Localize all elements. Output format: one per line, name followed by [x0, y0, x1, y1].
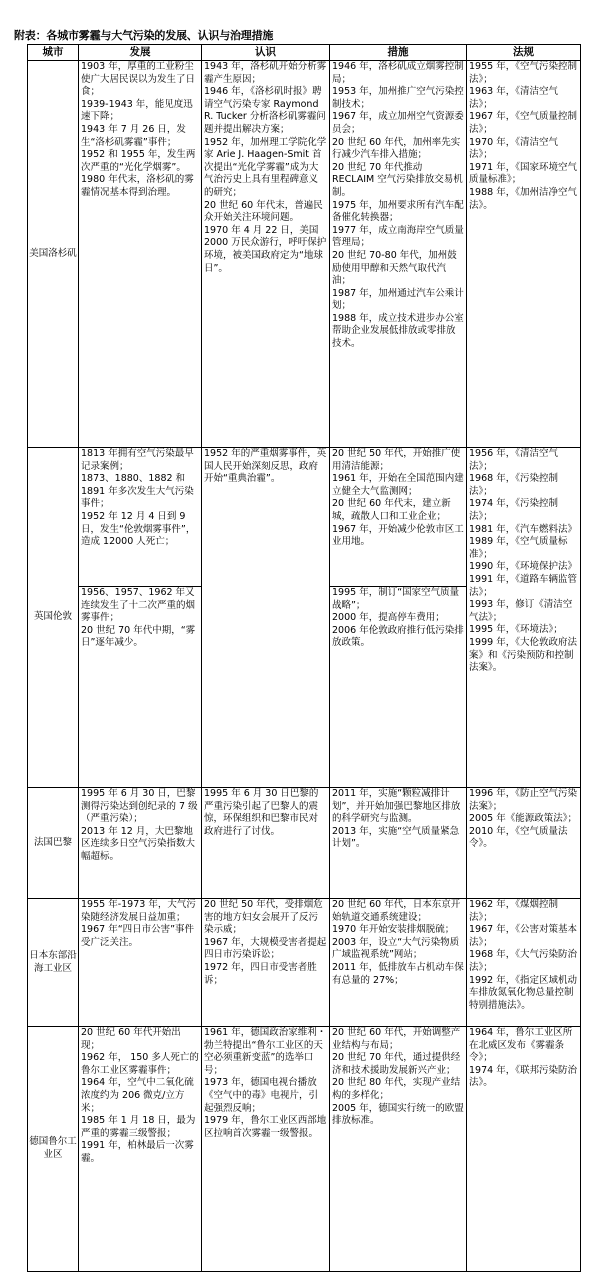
list-item: 1972 年，四日市受害者胜诉； [204, 961, 317, 986]
list-item: 1967 年，开始减少伦敦市区工业用地。 [332, 523, 464, 548]
list-item: 1903 年，厚重的工业粉尘使广大居民误以为发生了日食； [81, 61, 196, 98]
list-item: 1943 年 7 月 26 日，发生“洛杉矶雾霾”事件； [81, 123, 186, 148]
list-item: 1973 年，德国电视台播放《空气中的毒》电视片，引起强烈反响； [204, 1077, 319, 1114]
list-item: 2006 年伦敦政府推行低污染排放政策。 [332, 624, 464, 649]
list-item: 1968 年，《大气污染防治法》； [469, 949, 577, 973]
measures-cell [330, 899, 467, 1027]
list-item: 1992 年，《指定区域机动车排放氮氧化物总量控制特别措施法》。 [469, 974, 577, 1011]
list-item: 20 世纪 70-80 年代，加州鼓励使用甲醇和天然气取代汽油； [332, 249, 457, 287]
list-item: 1967 年，成立加州空气资源委员会； [332, 111, 464, 135]
list-item: 2011 年，低排放车占机动车保有总量的 27%； [332, 961, 464, 986]
city-name: 法国巴黎 [33, 836, 72, 848]
list-item: 1952 和 1955 年，发生两次严重的“光化学烟雾”。 [81, 149, 196, 173]
development-cell [79, 61, 202, 448]
city-name: 德国鲁尔工业区 [29, 1136, 77, 1160]
city-cell [28, 448, 79, 788]
list-item: 1995 年 6 月 30 日巴黎的严重污染引起了巴黎人的震惊，环保组织和巴黎市民对政府进行了讨伐。 [204, 788, 319, 837]
list-item: 1979 年，鲁尔工业区西部地区拉响首次雾霾一级警报。 [204, 1115, 327, 1139]
list-item: 20 世纪 80 年代，实现产业结构的多样化； [332, 1077, 461, 1101]
list-item: 20 世纪 60 年代开始出现； [81, 1027, 181, 1051]
list-item: 1975 年，加州要求所有汽车配备催化转换器； [332, 199, 464, 224]
city-cell [28, 899, 79, 1027]
city-name: 美国洛杉矶 [29, 247, 77, 259]
list-item: 1990 年，《环境保护法》 1991 年，《道路车辆监管法》； [469, 561, 577, 598]
list-item: 1993 年，修订《清洁空气法》； [469, 599, 573, 623]
list-item: 20 世纪 70 年代中期，“雾日”逐年减少。 [81, 624, 196, 649]
list-item: 1946 年，洛杉矶成立烟雾控制局； [332, 61, 464, 85]
header-recognition: 认识 [202, 45, 330, 61]
city-cell [28, 788, 79, 899]
list-item: 1967 年，《空气质量控制法》； [469, 111, 577, 135]
table-row-paris [28, 788, 581, 899]
header-row [28, 45, 581, 61]
list-item: 1953 年，加州推广空气污染控制技术； [332, 86, 464, 110]
list-item: 1967 年“四日市公害”事件受广泛关注。 [81, 924, 195, 948]
list-item: 1970 年 4 月 22 日，美国 2000 万民众游行，呼吁保护环境，被美国政府定为“地球日”。 [204, 224, 327, 274]
list-item: 20 世纪 70 年代推动 RECLAIM 空气污染排放交易机制。 [332, 161, 463, 198]
list-item: 20 世纪 70 年代，通过提供经济和技术援助发展新兴产业； [332, 1052, 461, 1076]
header-development: 发展 [79, 45, 202, 61]
list-item: 1813 年拥有空气污染最早记录案例； [81, 448, 194, 472]
regulations-cell [467, 899, 581, 1027]
list-item: 1939-1943 年，能见度迅速下降； [81, 98, 193, 123]
development-cell [79, 448, 202, 788]
list-item: 1988 年，成立技术进步办公室帮助企业发展低排放或零排放技术。 [332, 312, 464, 350]
list-item: 1991 年，柏林最后一次雾霾。 [81, 1140, 194, 1164]
recognition-cell [202, 448, 330, 788]
list-item: 20 世纪 60 年代末，普遍民众开始关注环境问题。 [204, 199, 323, 224]
list-item: 1952 年的严重烟雾事件，英国人民开始深刻反思，政府开始“重典治霾”。 [204, 448, 327, 485]
header-regulations: 法规 [467, 45, 581, 61]
pollution-table [27, 44, 581, 1272]
list-item: 1952 年，加州理工学院化学家 Arie J. Haagen-Smit 首次提出“光化学雾霾”成为大气治污史上具有里程碑意义的研究； [204, 136, 327, 198]
list-item: 2000 年，提高停车费用； [332, 612, 445, 624]
recognition-cell [202, 1027, 330, 1272]
header-city: 城市 [28, 45, 79, 61]
list-item: 20 世纪 60 年代，日本东京开始轨道交通系统建设； [332, 899, 461, 923]
list-item: 20 世纪 60 年代，加州率先实行减少汽车排入措施； [332, 136, 461, 161]
list-item: 1995 年 6 月 30 日，巴黎测得污染达到创纪录的 7 级（严重污染）； [81, 788, 198, 825]
list-item: 1955 年，《空气污染控制法》； [469, 61, 577, 85]
list-item: 1968 年，《污染控制法》； [469, 473, 558, 497]
list-item: 2005 年《能源政策法》； [469, 813, 577, 825]
regulations-cell [467, 448, 581, 788]
list-item: 1970 年，《清洁空气法》； [469, 136, 558, 161]
list-item: 20 世纪 60 年代末，建立新城，疏散人口和工业企业； [332, 498, 451, 522]
list-item: 1995 年，《环境法》； [469, 624, 563, 636]
list-item: 1964 年，空气中二氧化硫浓度约为 206 微克/立方米； [81, 1077, 194, 1114]
list-item: 2013 年，实施“空气质量紧急计划”。 [332, 825, 460, 850]
measures-subcell [330, 586, 466, 650]
list-item: 1985 年 1 月 18 日，最为严重的雾霾三级警报； [81, 1115, 196, 1139]
list-item: 20 世纪 60 年代，开始调整产业结构与布局； [332, 1027, 461, 1051]
measures-cell [330, 1027, 467, 1272]
regulations-cell [467, 1027, 581, 1272]
measures-cell [330, 61, 467, 448]
list-item: 1996 年，《防止空气污染法案》； [469, 788, 577, 812]
list-item: 1964 年，鲁尔工业区所在北威区发布《雾霾条令》； [469, 1027, 573, 1064]
document-title: 附表：各城市雾霾与大气污染的发展、认识与治理措施 [14, 29, 274, 42]
list-item: 1962 年， 150 多人死亡的鲁尔工业区雾霾事件； [81, 1052, 199, 1076]
list-item: 1955 年-1973 年，大气污染随经济发展日益加重； [81, 899, 196, 923]
development-subcell [79, 586, 201, 650]
list-item: 1962 年，《煤烟控制法》； [469, 899, 558, 923]
measures-cell [330, 448, 467, 788]
list-item: 1977 年，成立南海岸空气质量管理局； [332, 224, 464, 249]
recognition-cell [202, 61, 330, 448]
recognition-cell [202, 899, 330, 1027]
list-item: 2010 年，《空气质量法令》。 [469, 825, 568, 850]
list-item: 1967 年，《公害对策基本法》； [469, 924, 577, 948]
list-item: 1988 年，《加州洁净空气法》。 [469, 186, 577, 211]
development-cell [79, 788, 202, 899]
table-row-ruhr [28, 1027, 581, 1272]
header-measures: 措施 [330, 45, 467, 61]
development-cell [79, 1027, 202, 1272]
list-item: 20 世纪 50 年代，开始推广使用清洁能源； [332, 448, 461, 472]
table-row-london [28, 448, 581, 788]
list-item: 20 世纪 50 年代，受排烟危害的地方妇女会展开了反污染示威； [204, 899, 323, 936]
city-cell [28, 1027, 79, 1272]
list-item: 1943 年，洛杉矶开始分析雾霾产生原因； [204, 61, 327, 85]
list-item: 1974 年，《污染控制法》； [469, 498, 558, 522]
list-item: 1952 年 12 月 4 日到 9 日，发生“伦敦烟雾事件”，造成 12000 人死亡； [81, 510, 196, 548]
list-item: 1970 年开始安装排烟脱硫； [332, 924, 455, 936]
list-item: 1963 年，《清洁空气法》； [469, 86, 558, 110]
list-item: 1873、1880、1882 和 1891 年多次发生大气污染事件； [81, 473, 194, 510]
table-row-japan [28, 899, 581, 1027]
list-item: 1956、1957、1962 年又连续发生了十二次严重的烟雾事件； [81, 587, 196, 624]
list-item: 2013 年 12 月，大巴黎地区连续多日空气污染指数大幅超标。 [81, 825, 196, 862]
list-item: 2011 年，实施“颗粒减排计划”，并开始加强巴黎地区排放的科学研究与监测。 [332, 788, 461, 825]
regulations-cell [467, 61, 581, 448]
list-item: 1987 年，加州通过汽车公乘计划； [332, 287, 464, 312]
development-cell [79, 899, 202, 1027]
list-item: 1980 年代末，洛杉矶的雾霾情况基本得到治理。 [81, 174, 194, 198]
city-name: 日本东部沿海工业区 [29, 949, 77, 974]
city-cell [28, 61, 79, 448]
list-item: 1995 年，制订“国家空气质量战略”； [332, 587, 460, 611]
list-item: 1999 年，《大伦敦政府法案》和《污染预防和控制法案》。 [469, 636, 577, 674]
recognition-cell [202, 788, 330, 899]
table-row-los-angeles [28, 61, 581, 448]
list-item: 1956 年，《清洁空气法》； [469, 448, 558, 472]
list-item: 1967 年，大规模受害者提起四日市污染诉讼； [204, 936, 327, 961]
list-item: 2005 年，德国实行统一的欧盟排放标准。 [332, 1102, 464, 1127]
list-item: 1971 年，《国家环境空气质量标准》； [469, 161, 577, 186]
measures-cell [330, 788, 467, 899]
list-item: 1974 年，《联邦污染防治法》。 [469, 1064, 577, 1089]
city-name: 英国伦敦 [33, 611, 72, 623]
list-item: 1961 年，德国政治家维利・勃兰特提出“鲁尔工业区的天空必须重新变蓝”的选举口号； [204, 1027, 327, 1076]
list-item: 1981 年，《汽车燃料法》 1989 年，《空气质量标准》； [469, 523, 577, 560]
list-item: 1946 年，《洛杉矶时报》聘请空气污染专家 Raymond R. Tucker 分析洛杉矶雾霾问题并提出解决方案； [204, 86, 326, 135]
regulations-cell [467, 788, 581, 899]
list-item: 2003 年，设立“大气污染物质广域监视系统”网站； [332, 936, 460, 961]
list-item: 1961 年，开始在全国范围内建立健全大气监测网； [332, 473, 464, 497]
